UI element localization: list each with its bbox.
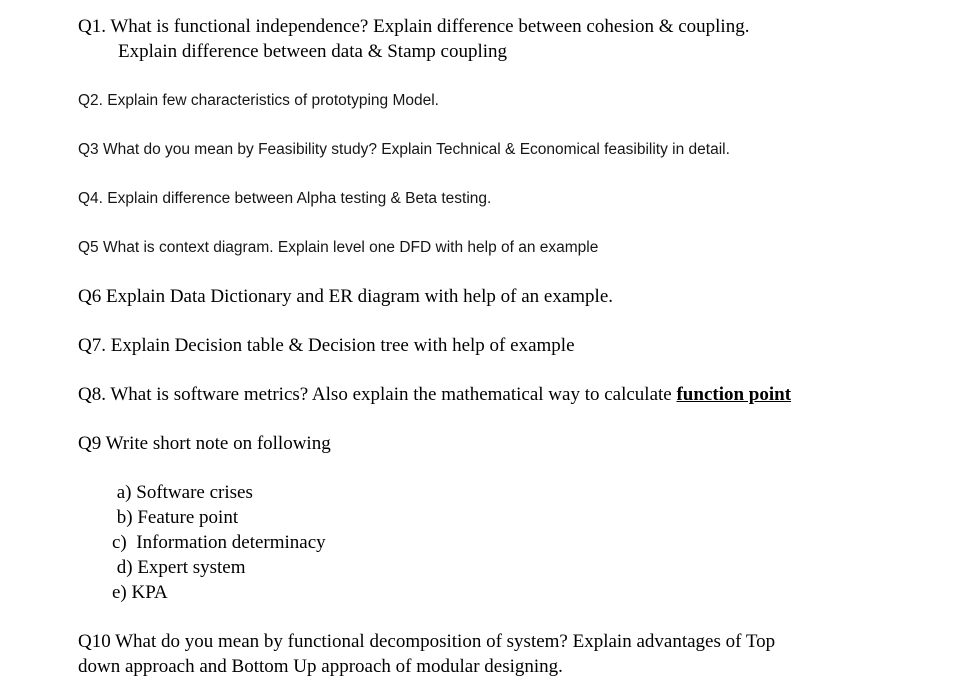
q9-sublist: [78, 480, 933, 605]
question-q7: Q7. Explain Decision table & Decision tree with help of example: [78, 335, 575, 356]
question-q6: Q6 Explain Data Dictionary and ER diagram with help of an example.: [78, 286, 614, 307]
question-q3: Q3 What do you mean by Feasibility study? Explain Technical & Economical feasibility in detail.: [78, 141, 730, 158]
question-q4: Q4. Explain difference between Alpha testing & Beta testing.: [78, 190, 492, 207]
question-q5: Q5 What is context diagram. Explain level one DFD with help of an example: [78, 239, 599, 256]
q9-item-d: d) Expert system: [112, 557, 246, 578]
question-q10: [78, 629, 933, 679]
question-q2: Q2. Explain few characteristics of prototyping Model.: [78, 92, 439, 109]
q9-item-e: e) KPA: [112, 582, 168, 603]
function-point-emphasis: function point: [676, 384, 792, 405]
question-q8-prefix: Q8. What is software metrics? Also explain the mathematical way to calculate: [78, 384, 677, 405]
question-q10-line2: down approach and Bottom Up approach of modular designing.: [78, 656, 563, 677]
question-q1: [78, 14, 933, 64]
q9-item-c: c) Information determinacy: [112, 532, 326, 553]
question-q1-line2: Explain difference between data & Stamp coupling: [118, 41, 508, 62]
question-q9-heading: Q9 Write short note on following: [78, 433, 331, 454]
question-q8: [78, 382, 933, 407]
q9-item-b: b) Feature point: [112, 507, 239, 528]
question-q10-line1: Q10 What do you mean by functional decomposition of system? Explain advantages of Top: [78, 631, 776, 652]
question-q1-line1: Q1. What is functional independence? Explain difference between cohesion & coupling.: [78, 16, 750, 37]
q9-item-a: a) Software crises: [112, 482, 253, 503]
